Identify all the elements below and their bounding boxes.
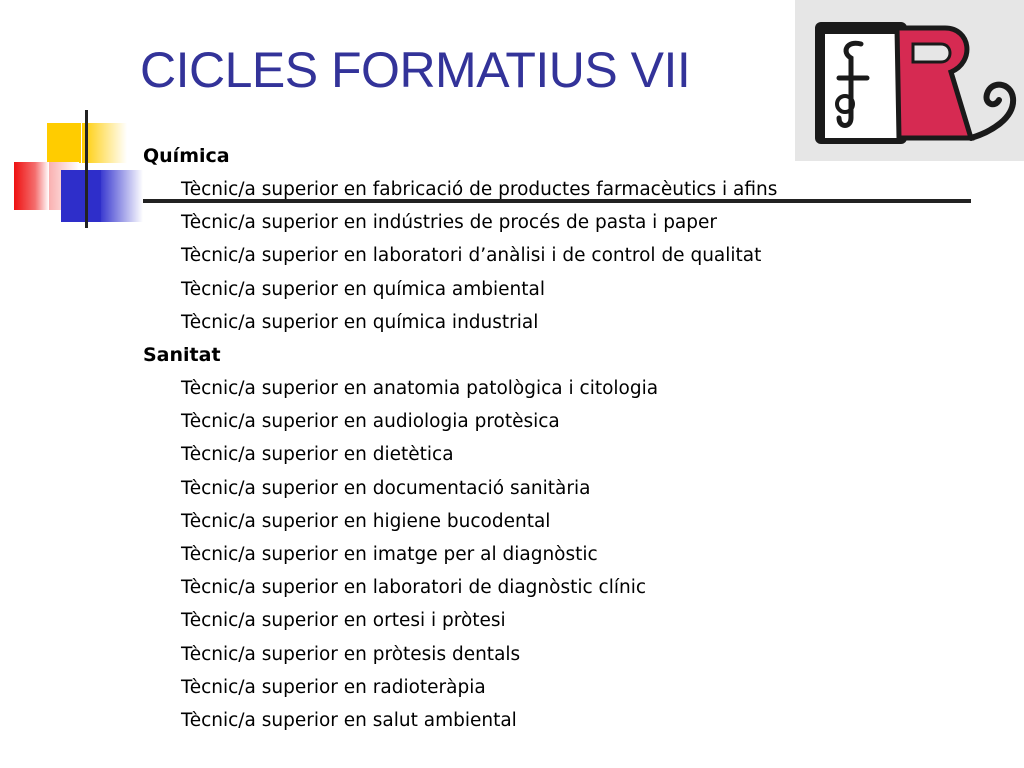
list-item: Tècnic/a superior en laboratori de diagnòstic clínic	[181, 577, 647, 599]
decor-blue-square	[61, 170, 101, 222]
decor-yellow-square	[47, 123, 81, 163]
decor-yellow-fade	[82, 123, 127, 163]
course-list	[143, 140, 1003, 737]
list-item: Tècnic/a superior en química ambiental	[181, 278, 546, 300]
decor-red-square	[14, 162, 49, 210]
list-item: Tècnic/a superior en audiologia protèsica	[181, 411, 560, 433]
fr-logo-icon	[795, 0, 1024, 161]
slide-title: CICLES FORMATIUS VII	[140, 42, 691, 98]
list-item: Tècnic/a superior en salut ambiental	[181, 710, 517, 732]
list-item: Tècnic/a superior en química industrial	[181, 311, 539, 333]
list-item: Tècnic/a superior en dietètica	[181, 444, 454, 466]
decor-vertical-line	[85, 110, 88, 228]
list-item: Tècnic/a superior en indústries de procés de pasta i paper	[181, 212, 718, 234]
list-item: Tècnic/a superior en ortesi i pròtesi	[181, 610, 506, 632]
list-item: Tècnic/a superior en pròtesis dentals	[181, 643, 521, 665]
list-item: Tècnic/a superior en laboratori d’anàlisi i de control de qualitat	[181, 245, 762, 267]
section-title: Sanitat	[143, 344, 221, 367]
section-quimica	[143, 140, 1003, 339]
section-sanitat	[143, 339, 1003, 737]
list-item: Tècnic/a superior en fabricació de productes farmacèutics i afins	[181, 179, 778, 200]
section-title: Química	[143, 145, 230, 167]
list-item: Tècnic/a superior en higiene bucodental	[181, 510, 551, 532]
decor-blue-fade	[101, 170, 143, 222]
logo	[795, 0, 1024, 161]
list-item: Tècnic/a superior en documentació sanitària	[181, 477, 591, 499]
list-item: Tècnic/a superior en radioteràpia	[181, 676, 486, 698]
list-item: Tècnic/a superior en anatomia patològica i citologia	[181, 378, 659, 400]
list-item: Tècnic/a superior en imatge per al diagnòstic	[181, 544, 598, 566]
